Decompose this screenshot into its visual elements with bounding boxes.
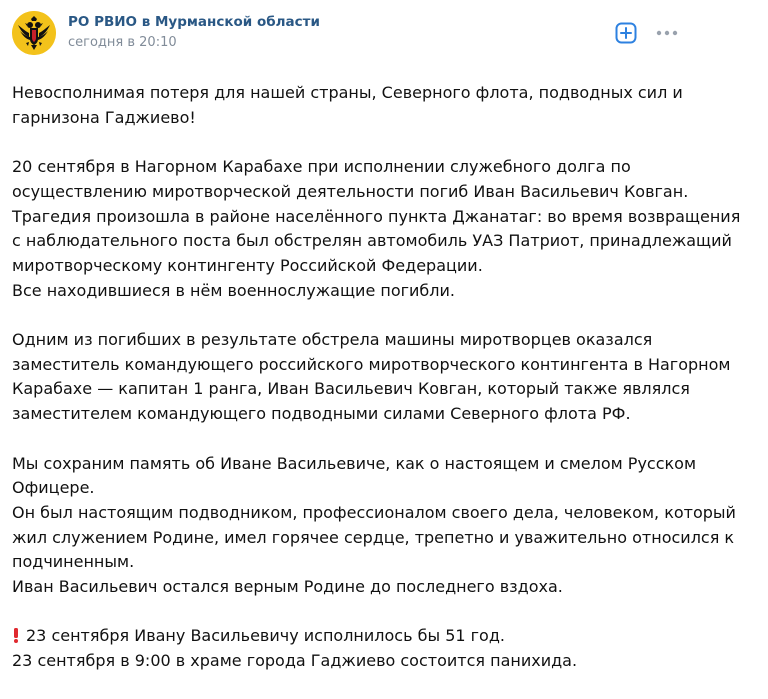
ellipsis-icon bbox=[654, 23, 680, 43]
text-line: Иван Васильевич остался верным Родине до последнего вздоха. bbox=[12, 577, 563, 597]
text-line: Невосполнимая потеря для нашей страны, Северного флота, подводных сил и bbox=[12, 83, 683, 102]
text-line: подчиненным. bbox=[12, 552, 135, 572]
text-line: Офицере. bbox=[12, 478, 95, 498]
paragraph-intro bbox=[12, 81, 702, 130]
text-line: заместитель командующего российского миротворческого контингента в Нагорном bbox=[12, 354, 731, 374]
text-line: с наблюдательного поста был обстрелян автомобиль УАЗ Патриот, принадлежащий bbox=[12, 231, 732, 251]
paragraph-officer bbox=[12, 328, 731, 427]
author-name[interactable]: РО РВИО в Мурманской области bbox=[68, 14, 320, 30]
text-line: заместителем командующего подводными силами Северного флота РФ. bbox=[12, 404, 631, 424]
double-headed-eagle-icon bbox=[12, 11, 56, 55]
text-line: 20 сентября в Нагорном Карабахе при исполнении служебного долга по bbox=[12, 157, 631, 177]
text-line: миротворческому контингенту Российской Федерации. bbox=[12, 255, 483, 275]
plus-square-icon bbox=[615, 22, 637, 44]
text-line: Мы сохраним память об Иване Васильевиче, как о настоящем и смелом Русском bbox=[12, 453, 697, 473]
text-line: Он был настоящим подводником, профессионалом своего дела, человеком, который bbox=[12, 502, 736, 522]
paragraph-incident bbox=[12, 155, 741, 303]
more-actions-button[interactable] bbox=[654, 23, 680, 43]
post-text bbox=[12, 81, 741, 699]
text-line bbox=[12, 624, 702, 649]
text-line: жил служением Родине, имел горячее сердце, трепетно и уважительно относился к bbox=[12, 527, 735, 547]
group-avatar[interactable] bbox=[12, 11, 56, 55]
birthday-note: 23 сентября Ивану Васильевичу исполнилось бы 51 год. bbox=[26, 626, 505, 646]
text-line: Все находившиеся в нём военнослужащие погибли. bbox=[12, 280, 455, 300]
text-line: Трагедия произошла в районе населённого пункта Джанатаг: во время возвращения bbox=[12, 206, 741, 226]
paragraph-announcement bbox=[12, 624, 702, 673]
subscribe-button[interactable] bbox=[615, 22, 637, 44]
post-timestamp[interactable]: сегодня в 20:10 bbox=[68, 35, 177, 50]
exclamation-icon bbox=[12, 627, 20, 643]
text-line: Одним из погибших в результате обстрела машины миротворцев оказался bbox=[12, 330, 653, 349]
text-line: гарнизона Гаджиево! bbox=[12, 107, 196, 127]
text-line: 23 сентября в 9:00 в храме города Гаджиево состоится панихида. bbox=[12, 651, 578, 671]
post-header bbox=[10, 10, 758, 58]
text-line: осуществлению миротворческой деятельности погиб Иван Васильевич Ковган. bbox=[12, 181, 689, 201]
paragraph-memory bbox=[12, 452, 736, 600]
text-line: Карабахе — капитан 1 ранга, Иван Васильевич Ковган, который также являлся bbox=[12, 379, 690, 399]
